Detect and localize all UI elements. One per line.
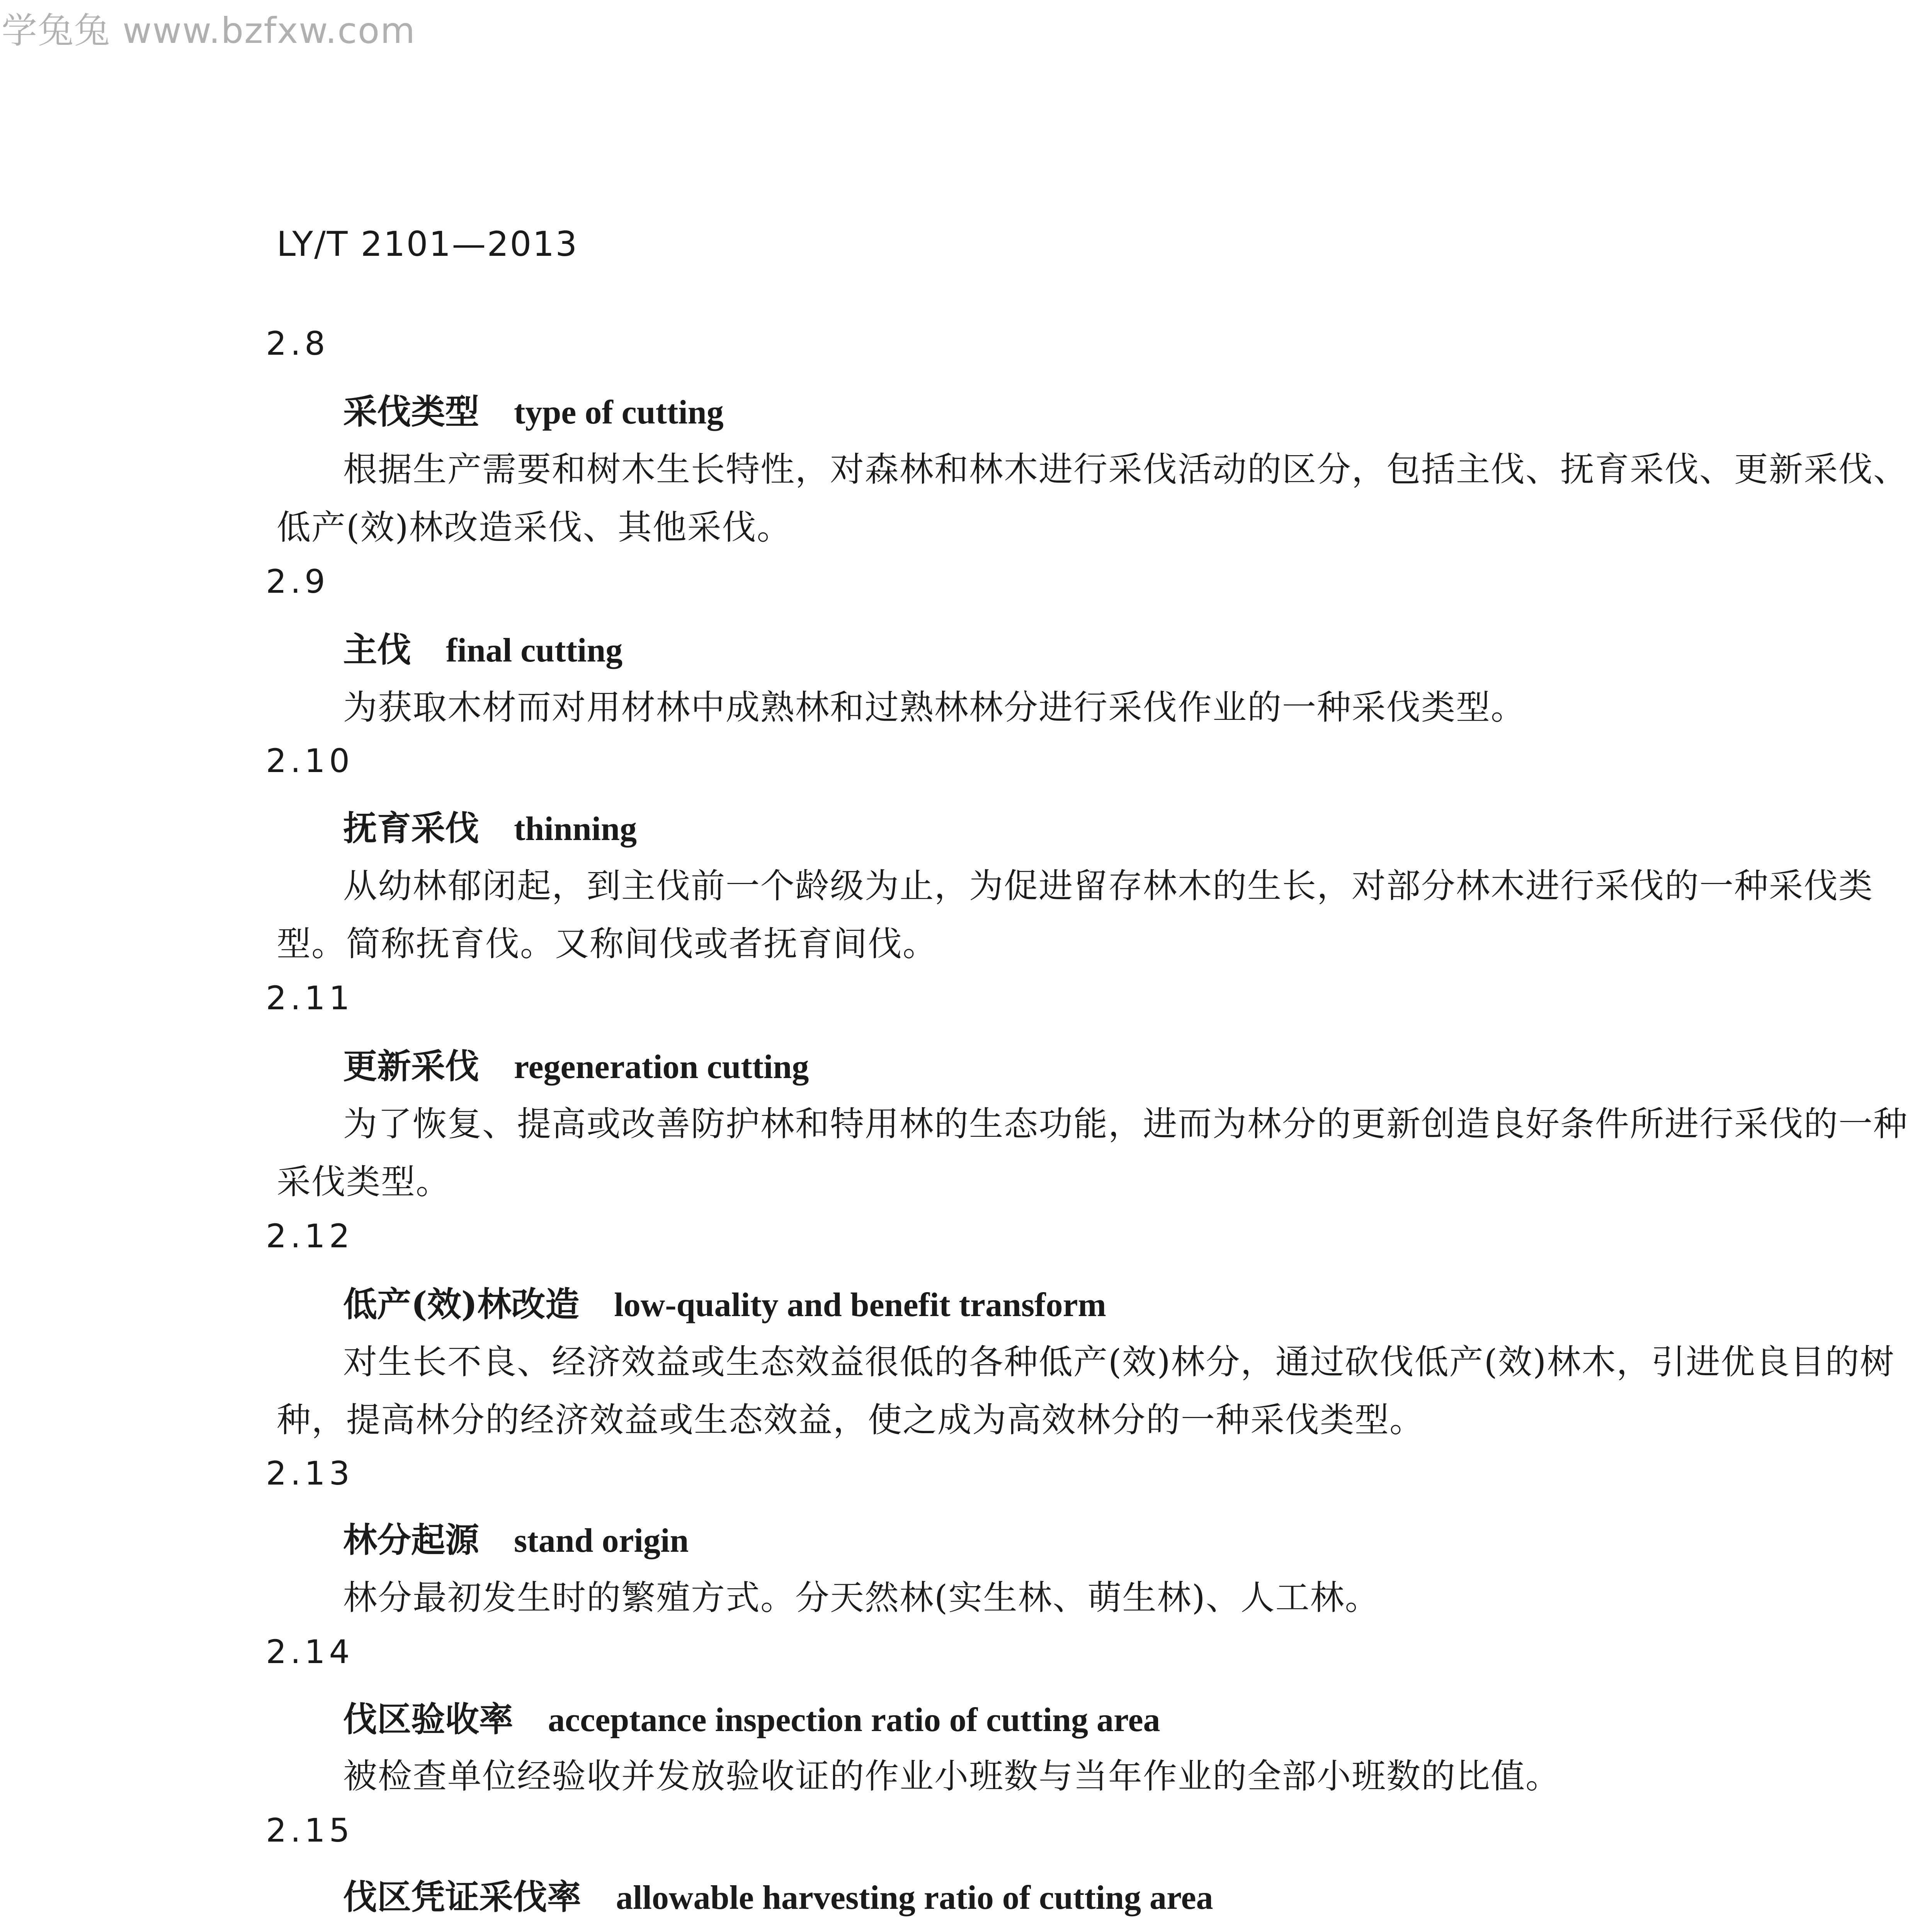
- term-heading: [343, 385, 724, 434]
- term-heading: [343, 1692, 1160, 1741]
- term-number: 2.9: [266, 563, 329, 600]
- term-en: regeneration cutting: [514, 1048, 809, 1086]
- term-zh: 低产(效)林改造: [343, 1284, 580, 1324]
- term-heading: [343, 801, 637, 850]
- term-en: low-quality and benefit transform: [614, 1286, 1106, 1324]
- term-zh: 伐区验收率: [343, 1699, 514, 1739]
- standard-code: LY/T 2101—2013: [277, 224, 578, 264]
- term-number: 2.10: [266, 742, 354, 780]
- term-number: 2.8: [266, 325, 329, 362]
- term-zh: 主伐: [343, 629, 412, 670]
- term-en: acceptance inspection ratio of cutting area: [548, 1701, 1160, 1739]
- term-heading: [343, 1513, 689, 1562]
- term-en: final cutting: [446, 632, 623, 669]
- term-zh: 更新采伐: [343, 1046, 480, 1086]
- term-en: thinning: [514, 810, 637, 848]
- term-zh: 伐区凭证采伐率: [343, 1877, 582, 1917]
- term-zh: 林分起源: [343, 1520, 480, 1560]
- term-heading: [343, 1277, 1106, 1326]
- term-definition: 根据生产需要和树木生长特性，对森林和林木进行采伐活动的区分，包括主伐、抚育采伐、更新采伐、低产(效)林改造采伐、其他采伐。: [277, 449, 1908, 547]
- term-number: 2.11: [266, 979, 354, 1017]
- term-heading: [343, 1039, 809, 1088]
- term-definition: 对生长不良、经济效益或生态效益很低的各种低产(效)林分，通过砍伐低产(效)林木，引进优良目的树种，提高林分的经济效益或生态效益，使之成为高效林分的一种采伐类型。: [277, 1342, 1895, 1440]
- term-definition: 被检查单位经验收并发放验收证的作业小班数与当年作业的全部小班数的比值。: [343, 1756, 1561, 1796]
- term-zh: 抚育采伐: [343, 808, 480, 848]
- term-heading: [343, 623, 622, 672]
- term-number: 2.14: [266, 1633, 354, 1671]
- term-definition: 为获取木材而对用材林中成熟林和过熟林林分进行采伐作业的一种采伐类型。: [343, 687, 1526, 727]
- term-number: 2.13: [266, 1454, 354, 1492]
- term-en: type of cutting: [514, 394, 724, 431]
- term-en: stand origin: [514, 1522, 689, 1560]
- term-heading: [343, 1870, 1213, 1919]
- term-definition: 从幼林郁闭起，到主伐前一个龄级为止，为促进留存林木的生长，对部分林木进行采伐的一种采伐类型。简称抚育伐。又称间伐或者抚育间伐。: [277, 866, 1874, 964]
- term-number: 2.15: [266, 1811, 354, 1849]
- term-en: allowable harvesting ratio of cutting area: [616, 1879, 1213, 1917]
- term-definition: 为了恢复、提高或改善防护林和特用林的生态功能，进而为林分的更新创造良好条件所进行采伐的一种采伐类型。: [277, 1104, 1908, 1202]
- term-zh: 采伐类型: [343, 391, 480, 432]
- term-definition: [277, 1926, 1923, 1932]
- watermark-text: 学兔兔 www.bzfxw.com: [2, 10, 416, 51]
- term-definition: 林分最初发生时的繁殖方式。分天然林(实生林、萌生林)、人工林。: [343, 1578, 1380, 1617]
- term-number: 2.12: [266, 1217, 354, 1255]
